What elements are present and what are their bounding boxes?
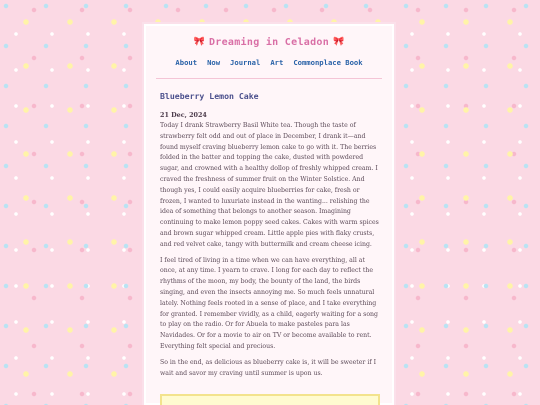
ribbon-icon: 🎀 (333, 37, 345, 47)
note-box (160, 394, 380, 405)
nav-art[interactable]: Art (270, 58, 284, 67)
nav-about[interactable]: About (175, 58, 198, 67)
main-nav (144, 58, 394, 72)
site-title[interactable]: Dreaming in Celadon (208, 36, 330, 48)
nav-now[interactable]: Now (207, 58, 221, 67)
ribbon-icon: 🎀 (193, 37, 205, 47)
nav-commonplace-book[interactable]: Commonplace Book (293, 58, 363, 67)
post-paragraph: I feel tired of living in a time when we can have everything, all at once, at any time. I yearn to crave. I long for each day to reflect the rhythms of the moon, my body, the bounty of the land, the birds singing, and even the insects annoying me. So much feels unnatural lately. Nothing feels rooted in a sense of place, and I take everything for granted. I remember vividly, as a child, eagerly waiting for a song to play on the radio. Or for Abuela to make pasteles para las Navidades. Or for a movie to air on TV or become available to rent. Everything felt special and precious. (160, 256, 378, 350)
post-title: Blueberry Lemon Cake (160, 91, 259, 101)
divider (156, 78, 382, 79)
post-paragraph: Today I drank Strawberry Basil White tea. Though the taste of strawberry felt odd and out of place in December, I drank it—and found myself craving blueberry lemon cake to go with it. The berries folded in the batter and topping the cake, dusted with powdered sugar, and crowned with a healthy dollop of freshly whipped cream. I craved the freshness of summer fruit on the Winter Solstice. And though yes, I could easily acquire blueberries for cake, fresh or frozen, I wanted to luxuriate instead in the wanting... relishing the idea of something that belongs to another season. Imagining continuing to make lemon poppy seed cakes. Cakes with warm spices and brown sugar whipped cream. Little apple pies with flaky crusts, and red velvet cake, tangy with buttermilk and cream cheese icing. (160, 122, 379, 248)
post-paragraph: So in the end, as delicious as blueberry cake is, it will be sweeter if I wait and savor my craving until summer is upon us. (160, 358, 377, 377)
page-container (142, 22, 396, 405)
post-date: 21 Dec, 2024 (160, 111, 207, 119)
nav-journal[interactable]: Journal (230, 58, 261, 67)
site-header[interactable] (144, 34, 394, 50)
